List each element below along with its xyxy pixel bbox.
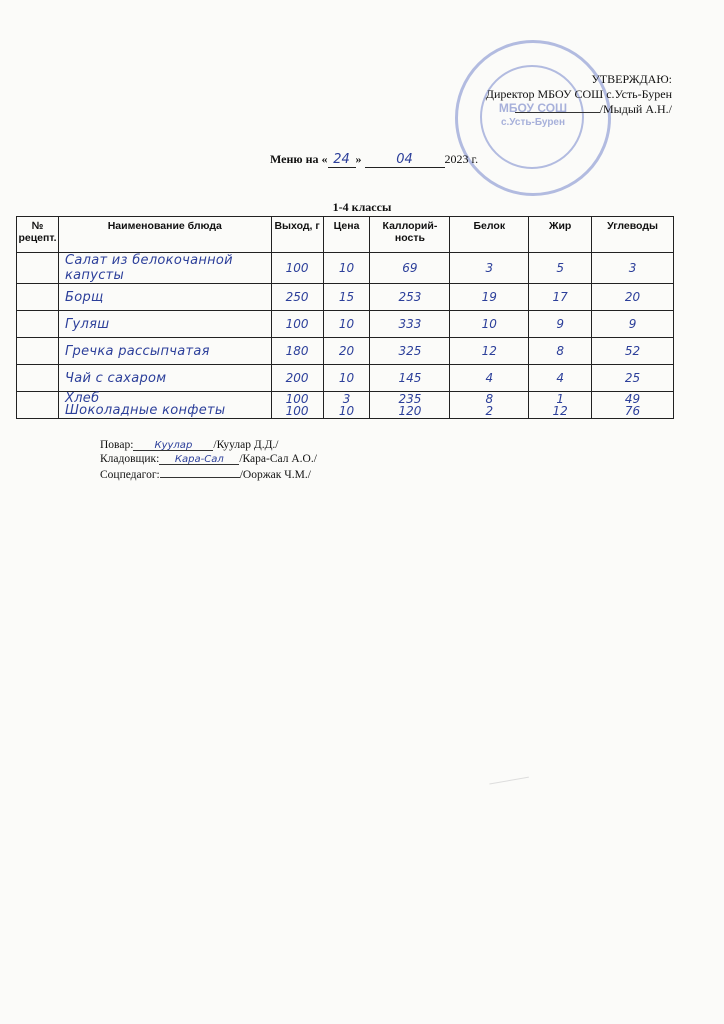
approval-signature-line (486, 102, 672, 117)
cell-num (17, 311, 59, 338)
cook-signature: Куулар (133, 439, 213, 451)
cell-kcal: 325 (370, 338, 450, 365)
header-carbs: Углеводы (592, 217, 674, 253)
cell-price: 10 (323, 253, 370, 284)
kcal-line-1: 235 (398, 392, 422, 406)
cook-label: Повар: (100, 439, 134, 451)
signatures-block (100, 438, 317, 482)
official-stamp (455, 40, 611, 196)
cell-weight (271, 392, 323, 419)
cell-protein: 4 (450, 365, 529, 392)
cell-dish-name: Гуляш (58, 311, 271, 338)
table-row (17, 365, 674, 392)
header-price: Цена (323, 217, 370, 253)
cell-carbs (592, 392, 674, 419)
cell-num (17, 253, 59, 284)
cell-carbs: 9 (592, 311, 674, 338)
cell-weight: 250 (271, 284, 323, 311)
cell-kcal: 69 (370, 253, 450, 284)
menu-mid: » (355, 152, 362, 166)
cell-weight: 100 (271, 253, 323, 284)
approval-block (486, 72, 672, 117)
menu-month: 04 (365, 152, 445, 168)
cook-name: /Куулар Д.Д./ (213, 439, 279, 451)
cell-fat: 5 (529, 253, 592, 284)
cell-fat: 8 (529, 338, 592, 365)
storekeeper-name: /Кара-Сал А.О./ (239, 453, 317, 465)
approval-title: УТВЕРЖДАЮ: (591, 72, 672, 86)
table-row (17, 284, 674, 311)
paper-mark (489, 777, 530, 795)
social-pedagogue-signature (160, 466, 240, 478)
cell-fat: 17 (529, 284, 592, 311)
header-calories: Каллорий-ность (370, 217, 450, 253)
cell-kcal: 145 (370, 365, 450, 392)
weight-line-2: 100 (285, 404, 309, 418)
protein-line-1: 8 (485, 392, 494, 406)
cell-num (17, 392, 59, 419)
carbs-line-1: 49 (624, 392, 641, 406)
cell-dish-name (58, 392, 271, 419)
cell-carbs: 3 (592, 253, 674, 284)
cell-protein: 19 (450, 284, 529, 311)
cell-weight: 200 (271, 365, 323, 392)
storekeeper-signature: Кара-Сал (159, 453, 239, 465)
cell-price: 10 (323, 365, 370, 392)
cell-num (17, 284, 59, 311)
social-pedagogue-name: /Ооржак Ч.М./ (239, 469, 311, 481)
cell-carbs: 25 (592, 365, 674, 392)
cell-price: 20 (323, 338, 370, 365)
cell-fat (529, 392, 592, 419)
menu-prefix: Меню на « (270, 152, 328, 166)
social-pedagogue-label: Соцпедагог: (100, 469, 160, 481)
menu-date-title (270, 152, 478, 168)
storekeeper-signature-row (100, 452, 317, 466)
cell-fat: 9 (529, 311, 592, 338)
cell-protein: 12 (450, 338, 529, 365)
cell-kcal: 333 (370, 311, 450, 338)
header-recipe-number: № рецепт. (17, 217, 59, 253)
menu-table (16, 216, 674, 419)
approval-position: Директор МБОУ СОШ с.Усть-Бурен (485, 87, 672, 101)
cell-carbs: 20 (592, 284, 674, 311)
cell-dish-name: Салат из белокочанной капусты (58, 253, 271, 284)
cell-fat: 4 (529, 365, 592, 392)
fat-line-1: 1 (556, 392, 564, 406)
stamp-line-1: МБОУ СОШ (498, 101, 568, 115)
cell-dish-name: Чай с сахаром (58, 365, 271, 392)
header-dish-name: Наименование блюда (58, 217, 271, 253)
cell-protein (450, 392, 529, 419)
kcal-line-2: 120 (398, 404, 422, 418)
cell-dish-name: Борщ (58, 284, 271, 311)
director-name: /Мыдый А.Н./ (599, 102, 672, 116)
cell-protein: 10 (450, 311, 529, 338)
carbs-line-2: 76 (624, 404, 641, 418)
header-fat: Жир (529, 217, 592, 253)
cell-protein: 3 (450, 253, 529, 284)
table-row (17, 392, 674, 419)
social-pedagogue-signature-row (100, 466, 317, 482)
menu-year: 2023 г. (444, 152, 479, 166)
fat-line-2: 12 (552, 404, 568, 418)
weight-line-1: 100 (285, 392, 309, 406)
table-row (17, 311, 674, 338)
dish-name-line-1: Хлеб (64, 391, 100, 406)
cell-weight: 180 (271, 338, 323, 365)
cell-price (323, 392, 370, 419)
protein-line-2: 2 (485, 404, 494, 418)
cell-num (17, 338, 59, 365)
cell-kcal (370, 392, 450, 419)
cell-price: 10 (323, 311, 370, 338)
cell-dish-name: Гречка рассыпчатая (58, 338, 271, 365)
cell-carbs: 52 (592, 338, 674, 365)
cook-signature-row (100, 438, 317, 452)
menu-day: 24 (328, 152, 356, 168)
table-row (17, 253, 674, 284)
cell-num (17, 365, 59, 392)
price-line-1: 3 (342, 392, 351, 406)
table-header-row (17, 217, 674, 253)
stamp-line-2: с.Усть-Бурен (500, 117, 566, 128)
header-weight: Выход, г (271, 217, 323, 253)
cell-price: 15 (323, 284, 370, 311)
cell-weight: 100 (271, 311, 323, 338)
storekeeper-label: Кладовщик: (100, 453, 160, 465)
class-title: 1-4 классы (332, 200, 392, 214)
price-line-2: 10 (338, 404, 355, 418)
table-row (17, 338, 674, 365)
dish-name-line-2: Шоколадные конфеты (64, 403, 226, 418)
cell-kcal: 253 (370, 284, 450, 311)
header-protein: Белок (450, 217, 529, 253)
